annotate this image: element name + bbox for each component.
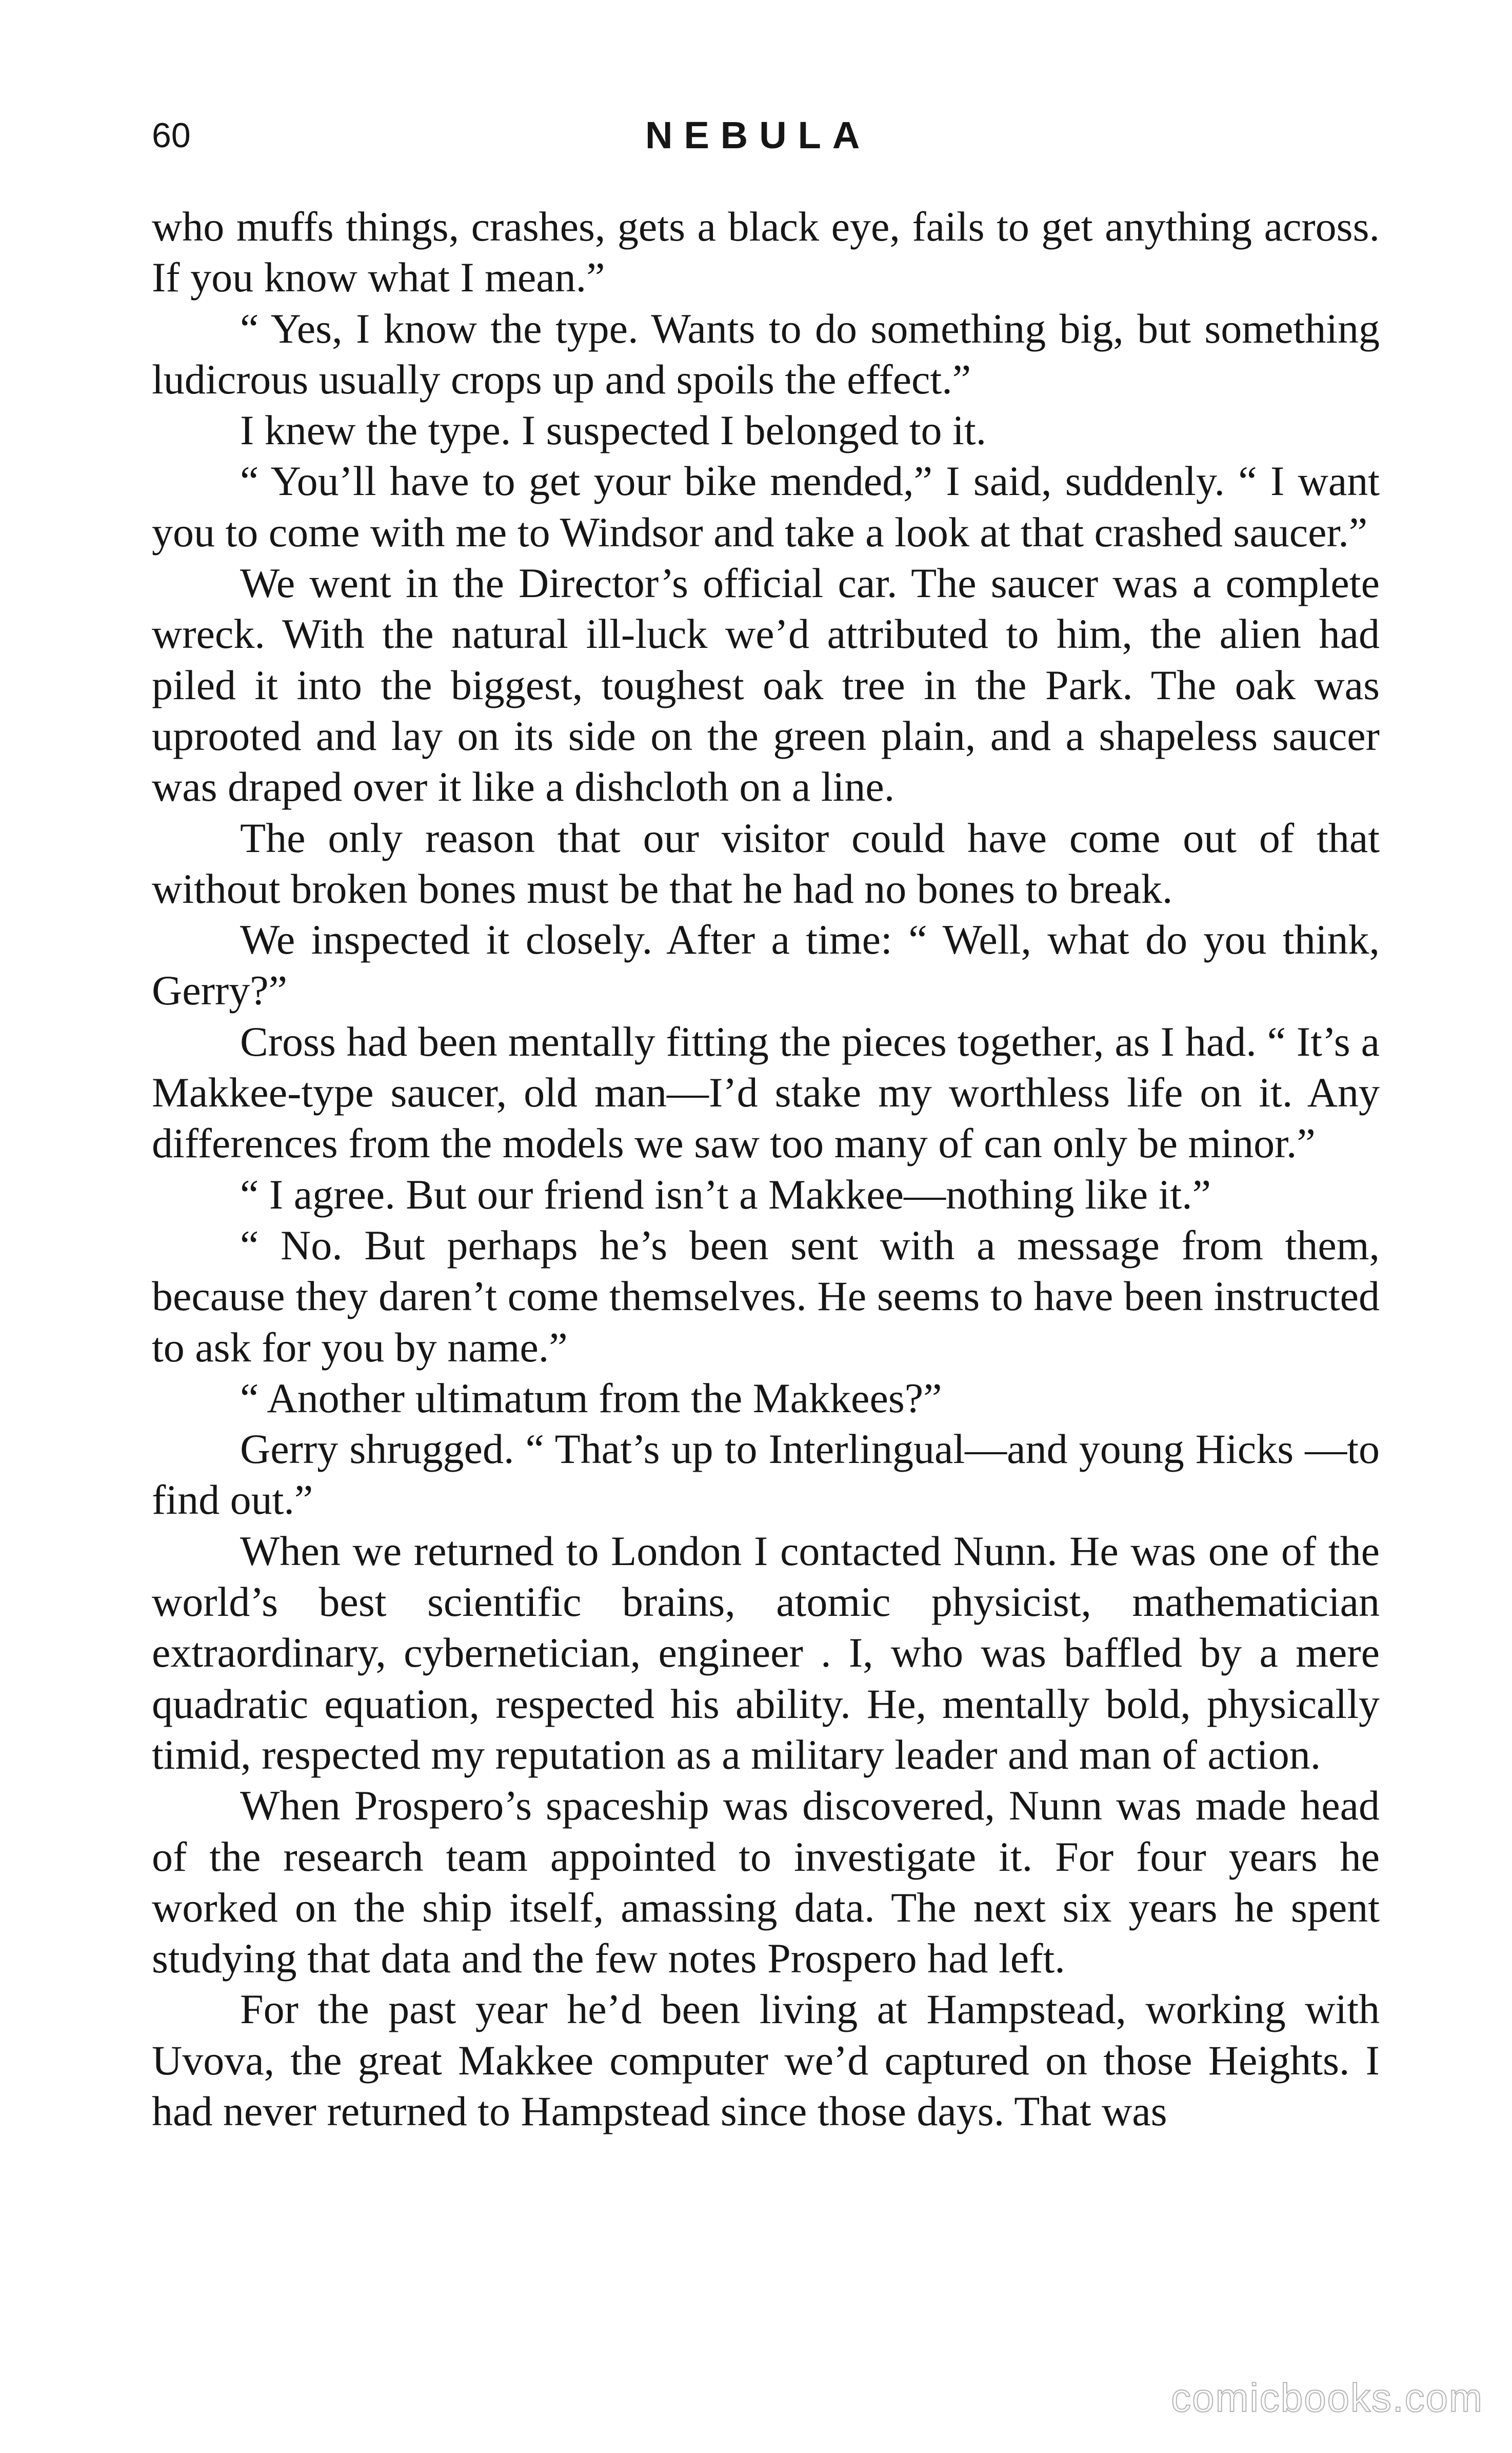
paragraph: Gerry shrugged. “ That’s up to Interlingual—and young Hicks —to find out.” — [152, 1426, 1380, 1524]
paragraph: We went in the Director’s official car. The saucer was a complete wreck. With the natural ill-luck we’d attributed to him, the alien had piled it into the biggest, toughest oak tree in the Park. The oak was uprooted and lay on its side on the green plain, and a shapeless saucer was draped over it like a dishcloth on a line. — [152, 560, 1380, 810]
paragraph: When we returned to London I contacted Nunn. He was one of the world’s best scientific brains, atomic physicist, mathematician extraordinary, cybernetician, engineer . I, who was baffled by a mere quadratic equation, respected his ability. He, mentally bold, physically timid, respected my reputation as a military leader and man of action. — [152, 1527, 1380, 1778]
page-number: 60 — [152, 116, 191, 155]
paragraph: “ Yes, I know the type. Wants to do something big, but something ludicrous usually crops up and spoils the effect.” — [152, 305, 1380, 403]
paragraph: “ Another ultimatum from the Makkees?” — [240, 1374, 942, 1421]
paragraph: “ You’ll have to get your bike mended,” I said, suddenly. “ I want you to come with me to Windsor and take a look at that crashed saucer.” — [152, 458, 1380, 556]
paragraph: “ No. But perhaps he’s been sent with a message from them, because they daren’t come themselves. He seems to have been instructed to ask for you by name.” — [152, 1221, 1380, 1371]
paragraph: We inspected it closely. After a time: “ Well, what do you think, Gerry?” — [152, 916, 1380, 1014]
paragraph: I knew the type. I suspected I belonged to it. — [240, 407, 987, 454]
page-header — [152, 110, 1380, 161]
paragraph: Cross had been mentally fitting the pieces together, as I had. “ It’s a Makkee-type saucer, old man—I’d stake my worthless life on it. Any differences from the models we saw too many of can only be minor.” — [152, 1018, 1380, 1167]
paragraph-continued: who muffs things, crashes, gets a black eye, fails to get anything across. If you know what I mean.” — [152, 203, 1380, 301]
paragraph: “ I agree. But our friend isn’t a Makkee—nothing like it.” — [240, 1171, 1211, 1218]
watermark: comicbooks.com — [1171, 2375, 1483, 2420]
paragraph: When Prospero’s spaceship was discovered, Nunn was made head of the research team appointed to investigate it. For four years he worked on the ship itself, amassing data. The next six years he spent studying that data and the few notes Prospero had left. — [152, 1782, 1380, 1982]
body-text — [152, 201, 1380, 2137]
paragraph: For the past year he’d been living at Hampstead, working with Uvova, the great Makkee computer we’d captured on those Heights. I had never returned to Hampstead since those days. That was — [152, 1986, 1380, 2134]
running-head: NEBULA — [645, 114, 871, 156]
paragraph: The only reason that our visitor could have come out of that without broken bones must be that he had no bones to break. — [152, 814, 1380, 912]
